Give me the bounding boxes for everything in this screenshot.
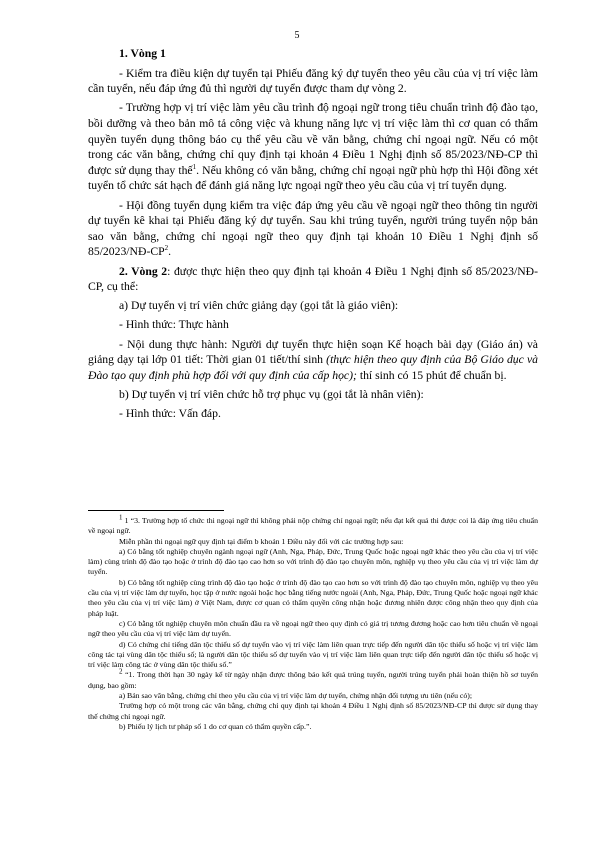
text: . <box>168 245 172 259</box>
footnote-1-item-d: d) Có chứng chỉ tiếng dân tộc thiểu số dự tuyển vào vị trí việc làm liên quan trực tiếp đến người dân tộc thiểu số hoặc vị trí việc làm công tác tại vùng dân tộc thiểu số; là người dân tộc thiểu số dự tuyển vào vị trí việc làm liên quan trực tiếp đến người dân tộc thiểu số hoặc vị trí việc làm công tác ở vùng dân tộc thiểu số.” <box>88 639 538 670</box>
footnote-2-intro <box>88 667 538 691</box>
page-number: 5 <box>294 30 300 41</box>
footnote-2-substitution: Trường hợp có một trong các văn bằng, chứng chỉ quy định tại khoản 4 Điều 1 Nghị định số 85/2023/NĐ-CP thì được sử dụng thay thế chứng chỉ ngoại ngữ. <box>88 701 538 721</box>
text: - Nội dung thực hành: Người dự tuyển thực hiện soạn Kế hoạch bài dạy (Giáo án) và giảng dạy tại lớp 01 tiết: Thời gian 01 tiết/thí sinh <box>88 337 538 367</box>
footnote-1-item-b: b) Có bằng tốt nghiệp cùng trình độ đào tạo hoặc ở trình độ đào tạo cao hơn so với trình độ đào tạo chuyên môn, nghiệp vụ theo yêu cầu của vị trí việc làm dự tuyển, học tập ở nước ngoài hoặc học bằng tiếng nước ngoài (Anh, Nga, Pháp, Đức, Trung Quốc hoặc ngoại ngữ khác theo yêu cầu của vị trí việc làm) ở Việt Nam, được cơ quan có thẩm quyền công nhận hoặc đương nhiên được công nhận theo quy định của pháp luật. <box>88 577 538 618</box>
text: thí sinh có 15 phút để chuẩn bị. <box>356 368 507 382</box>
footnote-2-item-b: b) Phiếu lý lịch tư pháp số 1 do cơ quan có thẩm quyền cấp.”. <box>119 721 312 731</box>
footnotes <box>88 513 538 732</box>
footnote-ref-2[interactable]: 2 <box>164 244 169 253</box>
text: 1 “3. Trường hợp tổ chức thi ngoại ngữ thì không phải nộp chứng chỉ ngoại ngữ; nếu đạt kết quả thi được coi là đáp ứng tiêu chuẩn về ngoại ngữ. <box>88 516 538 536</box>
text: . Nếu không có văn bằng, chứng chỉ ngoại ngữ phù hợp thì Hội đồng xét tuyển tổ chức sát hạch để đánh giá năng lực ngoại ngữ theo yêu cầu của vị trí tuyển dụng. <box>88 163 538 193</box>
footnote-2-marker: 2 <box>119 667 123 676</box>
heading-round-2: 2. Vòng 2 <box>119 264 168 278</box>
paragraph-language-requirement <box>88 100 538 194</box>
footnote-1-item-a: a) Có bằng tốt nghiệp chuyên ngành ngoại ngữ (Anh, Nga, Pháp, Đức, Trung Quốc hoặc ngoại ngữ khác theo yêu cầu của vị trí việc làm) cùng trình độ đào tạo hoặc ở trình độ đào tạo cao hơn so với trình độ đào tạo chuyên môn, nghiệp vụ theo yêu cầu của vị trí việc làm dự tuyển. <box>88 546 538 577</box>
italic-note: (thực hiện theo quy định của Bộ Giáo dục và Đào tạo quy định phù hợp đối với quy định của cấp học); <box>88 353 538 382</box>
footnote-1-exemption: Miễn phần thi ngoại ngữ quy định tại điểm b khoản 1 Điều này đối với các trường hợp sau: <box>119 536 404 546</box>
text: - Trường hợp vị trí việc làm yêu cầu trình độ ngoại ngữ trong tiêu chuẩn trình độ đào tạo, bồi dưỡng và theo bản mô tả công việc và khung năng lực vị trí việc làm thì cơ quan có thẩm quyền tuyển dụng thông báo cụ thể yêu cầu về văn bằng, chứng chỉ ngoại ngữ. Nếu có một trong các văn bằng, chứng chỉ quy định tại khoản 4 Điều 1 Nghị định số 85/2023/NĐ-CP thì được sử dụng thay thế <box>88 101 538 177</box>
paragraph-round1-check: - Kiểm tra điều kiện dự tuyển tại Phiếu đăng ký dự tuyển theo yêu cầu của vị trí việc làm cần tuyển, nếu đáp ứng đủ thì người dự tuyển được tham dự vòng 2. <box>88 66 538 96</box>
footnote-1-intro <box>88 513 538 537</box>
main-body <box>88 46 538 425</box>
paragraph-teacher: a) Dự tuyển vị trí viên chức giảng dạy (gọi tắt là giáo viên): <box>119 299 399 313</box>
paragraph-teacher-format: - Hình thức: Thực hành <box>119 318 229 332</box>
paragraph-staff-format: - Hình thức: Vấn đáp. <box>119 407 221 421</box>
footnote-1-marker: 1 <box>119 513 123 522</box>
paragraph-council-check <box>88 198 538 260</box>
heading-round-1: 1. Vòng 1 <box>119 47 166 60</box>
footnote-2-item-a: a) Bản sao văn bằng, chứng chỉ theo yêu cầu của vị trí việc làm dự tuyển, chứng nhận đối tượng ưu tiên (nếu có); <box>119 691 473 701</box>
text: : được thực hiện theo quy định tại khoản 4 Điều 1 Nghị định số 85/2023/NĐ-CP, cụ thể: <box>88 264 538 294</box>
paragraph-teacher-content <box>88 337 538 384</box>
footnote-separator <box>88 510 224 511</box>
footnote-1-item-c: c) Có bằng tốt nghiệp chuyên môn chuẩn đầu ra về ngoại ngữ theo quy định có giá trị tương đương hoặc cao hơn tiêu chuẩn về ngoại ngữ theo yêu cầu của vị trí việc làm dự tuyển. <box>88 618 538 639</box>
paragraph-round-2 <box>88 264 538 295</box>
text: “1. Trong thời hạn 30 ngày kể từ ngày nhận được thông báo kết quả trúng tuyển, người trúng tuyển phải hoàn thiện hồ sơ tuyển dụng, bao gồm: <box>88 670 538 690</box>
paragraph-staff: b) Dự tuyển vị trí viên chức hỗ trợ phục vụ (gọi tắt là nhân viên): <box>119 388 424 402</box>
footnote-ref-1[interactable]: 1 <box>192 162 197 171</box>
text: - Hội đồng tuyển dụng kiểm tra việc đáp ứng yêu cầu về ngoại ngữ theo thông tin người dự tuyển kê khai tại Phiếu đăng ký dự tuyển. Sau khi trúng tuyển, người trúng tuyển nộp bản sao văn bằng, chứng chỉ ngoại ngữ theo quy định tại khoản 10 Điều 1 Nghị định số 85/2023/NĐ-CP <box>88 198 538 259</box>
